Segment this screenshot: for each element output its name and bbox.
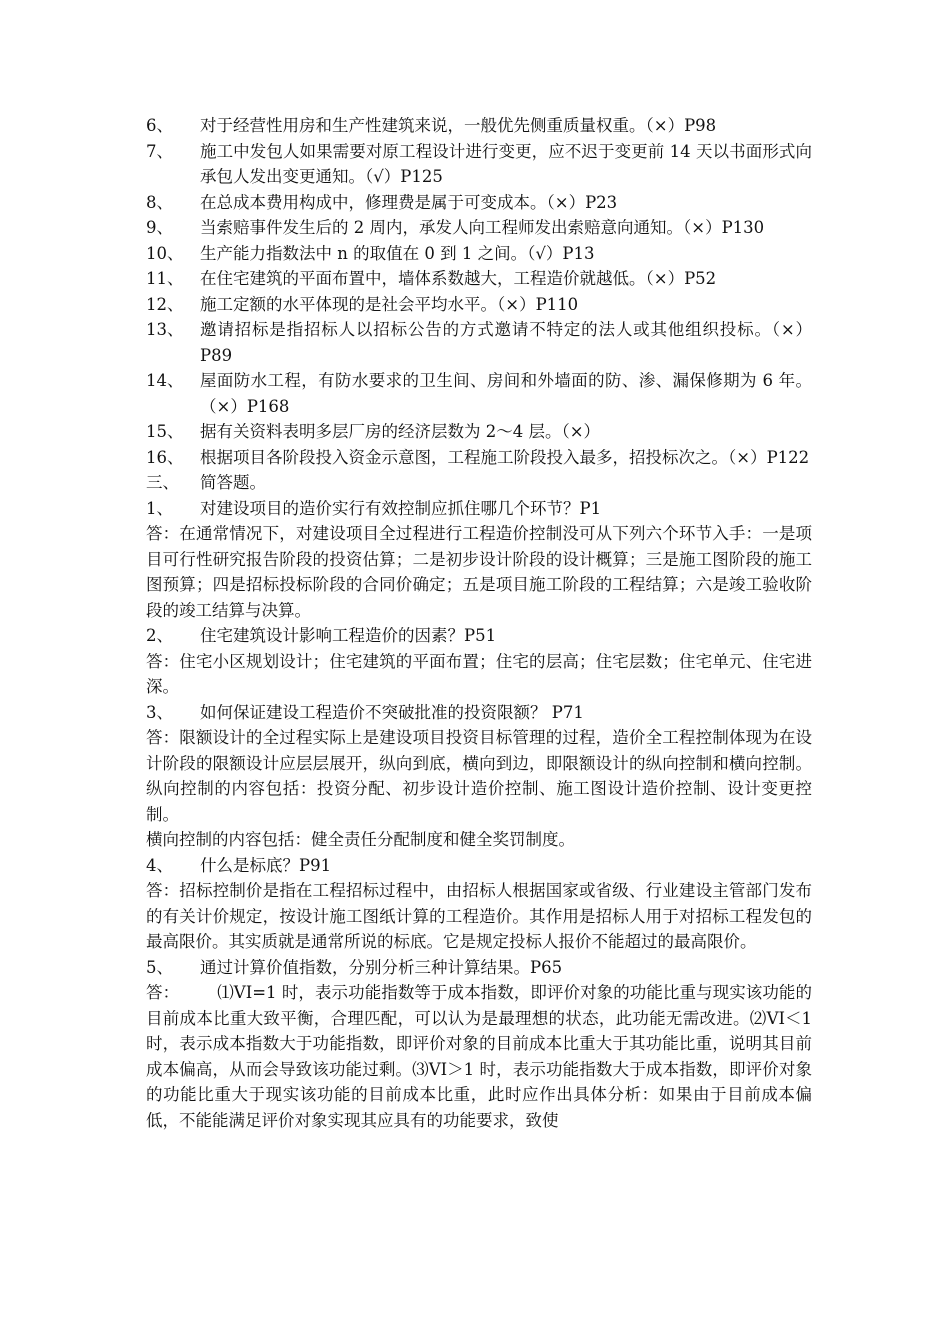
question-5 <box>146 955 812 981</box>
item-number: 13、 <box>146 320 184 339</box>
question-text: 对建设项目的造价实行有效控制应抓住哪几个环节？P1 <box>200 498 602 518</box>
item-number: 14、 <box>146 371 184 390</box>
section-heading <box>146 470 812 496</box>
question-number: 3、 <box>146 702 173 722</box>
judgement-item-13 <box>146 317 812 368</box>
judgement-item-12 <box>146 292 812 318</box>
item-number: 11、 <box>146 269 184 288</box>
item-text: 对于经营性用房和生产性建筑来说，一般优先侧重质量权重。（×）P98 <box>200 116 717 135</box>
item-number: 12、 <box>146 294 184 314</box>
answer-prefix: 答： <box>146 983 180 1002</box>
item-number: 8、 <box>146 192 173 212</box>
item-text: 屋面防水工程，有防水要求的卫生间、房间和外墙面的防、渗、漏保修期为 6 年。（×）P168 <box>200 371 812 416</box>
judgement-item-6 <box>146 113 812 139</box>
question-text: 如何保证建设工程造价不突破批准的投资限额？ P71 <box>200 702 584 722</box>
section-number: 三、 <box>146 473 179 492</box>
item-text: 邀请招标是指招标人以招标公告的方式邀请不特定的法人或其他组织投标。（×）P89 <box>200 320 812 365</box>
judgement-item-8 <box>146 190 812 216</box>
judgement-item-16 <box>146 445 812 471</box>
answer-3-extra: 横向控制的内容包括：健全责任分配制度和健全奖罚制度。 <box>146 830 575 849</box>
question-text: 住宅建筑设计影响工程造价的因素？P51 <box>200 626 497 645</box>
judgement-item-10 <box>146 241 812 267</box>
question-text: 通过计算价值指数，分别分析三种计算结果。P65 <box>200 957 563 977</box>
item-text: 生产能力指数法中 n 的取值在 0 到 1 之间。（√）P13 <box>200 243 595 263</box>
question-number: 1、 <box>146 498 173 518</box>
item-text: 当索赔事件发生后的 2 周内，承发人向工程师发出索赔意向通知。（×）P130 <box>200 218 765 237</box>
item-number: 10、 <box>146 243 184 263</box>
judgement-item-11 <box>146 266 812 292</box>
question-text: 什么是标底？P91 <box>200 855 332 875</box>
answer-body: ⑴VI=1 时，表示功能指数等于成本指数，即评价对象的功能比重与现实该功能的目前成本比重大致平衡，合理匹配，可以认为是最理想的状态，此功能无需改进。⑵VI＜1 时，表示成本指数大于功能指数，即评价对象的目前成本比重大于其功能比重，说明其目前成本偏高，从而会导致该功能过剩。⑶VI＞1 时，表示功能指数大于成本指数，即评价对象的功能比重大于现实该功能的目前成本比重，此时应作出具体分析：如果由于目前成本偏低，不能能满足评价对象实现其应具有的功能要求，致使 <box>146 983 812 1130</box>
item-text: 施工中发包人如果需要对原工程设计进行变更，应不迟于变更前 14 天以书面形式向承包人发出变更通知。（√）P125 <box>200 141 812 186</box>
item-number: 15、 <box>146 422 184 441</box>
question-number: 5、 <box>146 957 173 977</box>
answer-2: 答：住宅小区规划设计；住宅建筑的平面布置；住宅的层高；住宅层数；住宅单元、住宅进深。 <box>146 651 812 696</box>
judgement-item-7 <box>146 139 812 190</box>
question-1 <box>146 496 812 522</box>
item-number: 6、 <box>146 116 173 135</box>
judgement-item-15 <box>146 419 812 445</box>
answer-5 <box>146 980 812 1133</box>
item-text: 据有关资料表明多层厂房的经济层数为 2～4 层。（×） <box>200 422 601 441</box>
question-number: 4、 <box>146 855 173 875</box>
section-title: 简答题。 <box>200 473 266 492</box>
item-text: 在住宅建筑的平面布置中，墙体系数越大，工程造价就越低。（×）P52 <box>200 269 717 288</box>
item-text: 根据项目各阶段投入资金示意图，工程施工阶段投入最多，招投标次之。（×）P122 <box>200 447 810 467</box>
item-text: 施工定额的水平体现的是社会平均水平。（×）P110 <box>200 294 579 314</box>
answer-3: 答：限额设计的全过程实际上是建设项目投资目标管理的过程，造价全工程控制体现为在设计阶段的限额设计应层层展开，纵向到底，横向到边，即限额设计的纵向控制和横向控制。纵向控制的内容包括：投资分配、初步设计造价控制、施工图设计造价控制、设计变更控制。 <box>146 728 812 824</box>
judgement-item-9 <box>146 215 812 241</box>
document-page <box>146 113 812 1133</box>
item-number: 7、 <box>146 141 173 161</box>
question-3 <box>146 700 812 726</box>
question-number: 2、 <box>146 626 173 645</box>
item-number: 9、 <box>146 218 173 237</box>
item-text: 在总成本费用构成中，修理费是属于可变成本。（×）P23 <box>200 192 618 212</box>
item-number: 16、 <box>146 447 184 467</box>
question-2 <box>146 623 812 649</box>
answer-4: 答：招标控制价是指在工程招标过程中，由招标人根据国家或省级、行业建设主管部门发布的有关计价规定，按设计施工图纸计算的工程造价。其作用是招标人用于对招标工程发包的最高限价。其实质就是通常所说的标底。它是规定投标人报价不能超过的最高限价。 <box>146 881 812 951</box>
judgement-item-14 <box>146 368 812 419</box>
question-4 <box>146 853 812 879</box>
answer-1: 答：在通常情况下，对建设项目全过程进行工程造价控制没可从下列六个环节入手：一是项目可行性研究报告阶段的投资估算；二是初步设计阶段的设计概算；三是施工图阶段的施工图预算；四是招标投标阶段的合同价确定；五是项目施工阶段的工程结算；六是竣工验收阶段的竣工结算与决算。 <box>146 524 812 620</box>
